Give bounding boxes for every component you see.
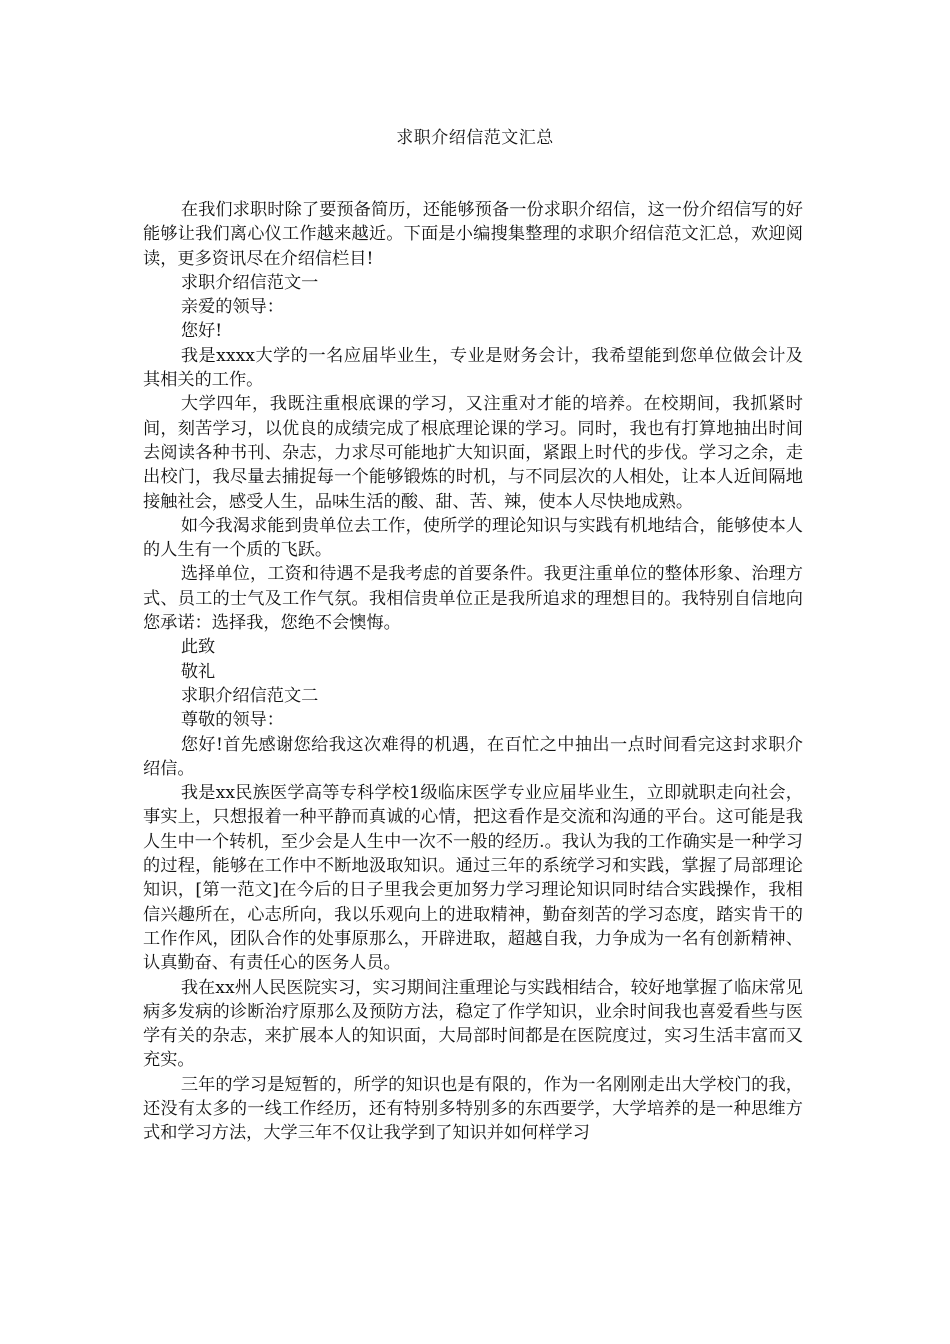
section-heading: 求职介绍信范文二 [180,685,319,706]
paragraph: 大学四年，我既注重根底课的学习，又注重对才能的培养。在校期间，我抓紧时间，刻苦学习，以优良的成绩完成了根底理论课的学习。同时，我也有打算地抽出时间去阅读各种书刊、杂志，力求尽可能地扩大知识面，紧跟上时代的步伐。学习之余，走出校门，我尽量去捕捉每一个能够锻炼的时机，与不同层次的人相处，让本人近间隔地接触社会，感受人生，品味生活的酸、甜、苦、辣，使本人尽快地成熟。 [143,394,803,512]
greeting: 您好! [180,321,223,342]
salutation: 尊敬的领导： [180,710,284,731]
paragraph: 选择单位，工资和待遇不是我考虑的首要条件。我更注重单位的整体形象、治理方式、员工的士气及工作气氛。我相信贵单位正是我所追求的理想目的。我特别自信地向您承诺：选择我，您绝不会懊悔。 [143,564,803,634]
paragraph: 您好!首先感谢您给我这次难得的机遇，在百忙之中抽出一点时间看完这封求职介绍信。 [143,734,803,779]
paragraph: 我是xx民族医学高等专科学校1级临床医学专业应届毕业生，立即就职走向社会，事实上，只想报着一种平静而真诚的心情，把这看作是交流和沟通的平台。这可能是我人生中一个转机，至少会是人生中一次不一般的经历.。我认为我的工作确实是一种学习的过程，能够在工作中不断地汲取知识。通过三年的系统学习和实践，掌握了局部理论知识，[第一范文]在今后的日子里我会更加努力学习理论知识同时结合实践操作，我相信兴趣所在，心志所向，我以乐观向上的进取精神，勤奋刻苦的学习态度，踏实肯干的工作作风，团队合作的处事原那么，开辟进取，超越自我，力争成为一名有创新精神、认真勤奋、有责任心的医务人员。 [143,783,803,974]
paragraph: 如今我渴求能到贵单位去工作，使所学的理论知识与实践有机地结合，能够使本人的人生有一个质的飞跃。 [143,515,803,561]
salutation: 亲爱的领导： [180,297,284,318]
document-body [143,198,803,1146]
section-heading: 求职介绍信范文一 [180,272,319,293]
paragraph: 我在xx州人民医院实习，实习期间注重理论与实践相结合，较好地掌握了临床常见病多发病的诊断治疗原那么及预防方法，稳定了作学知识，业余时间我也喜爱看些与医学有关的杂志，来扩展本人的知识面，大局部时间都是在医院度过，实习生活丰富而又充实。 [143,977,803,1071]
closing: 此致 [180,637,216,658]
document-title: 求职介绍信范文汇总 [396,128,554,148]
paragraph: 在我们求职时除了要预备简历，还能够预备一份求职介绍信，这一份介绍信写的好能够让我们离心仪工作越来越近。下面是小编搜集整理的求职介绍信范文汇总，欢迎阅读，更多资讯尽在介绍信栏目! [143,200,803,269]
paragraph: 我是xxxx大学的一名应届毕业生，专业是财务会计，我希望能到您单位做会计及其相关的工作。 [143,345,803,391]
closing: 敬礼 [180,661,216,682]
paragraph: 三年的学习是短暂的，所学的知识也是有限的，作为一名刚刚走出大学校门的我，还没有太多的一线工作经历，还有特别多特别多的东西要学，大学培养的是一种思维方式和学习方法，大学三年不仅让我学到了知识并如何样学习 [143,1074,803,1144]
